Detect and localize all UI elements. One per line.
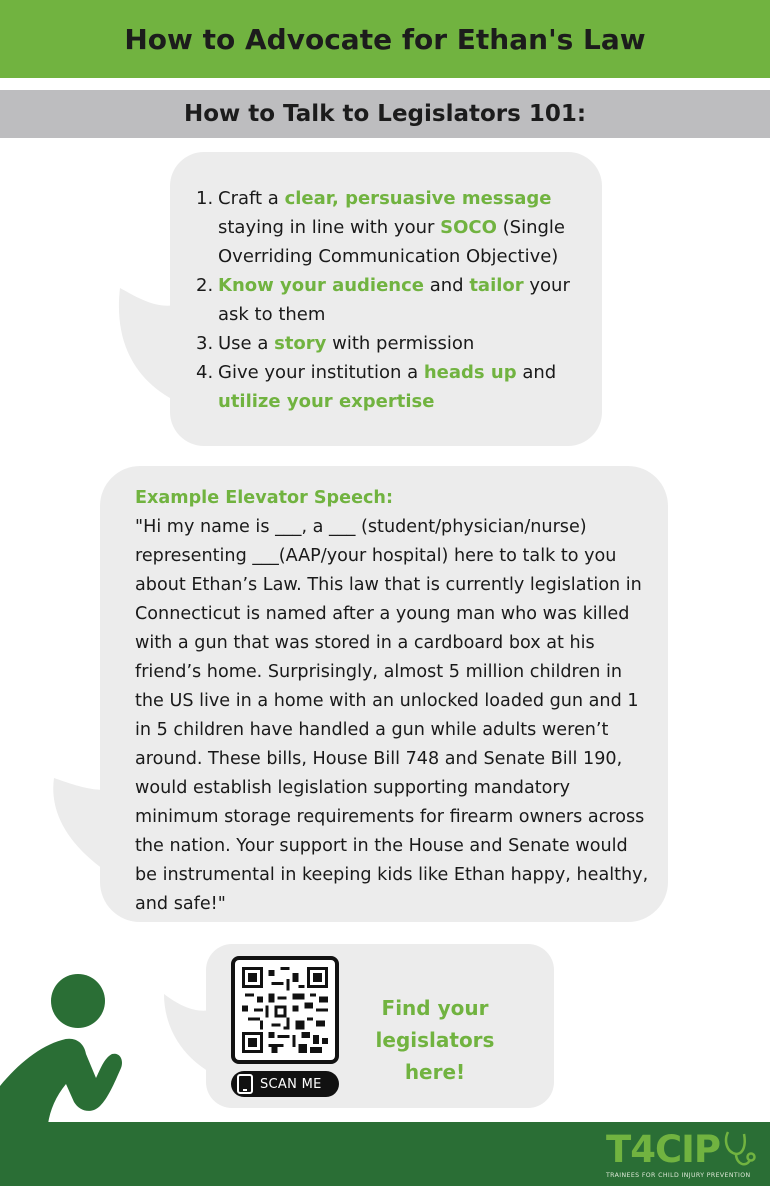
tip-highlight: tailor [469, 275, 524, 296]
tip-item [196, 358, 596, 416]
scan-me-badge [231, 1071, 339, 1097]
tip-text: Craft a [218, 188, 285, 209]
tip-number: 4. [196, 362, 214, 383]
elevator-speech [135, 484, 655, 919]
scan-me-label: SCAN ME [260, 1076, 322, 1092]
tip-number: 3. [196, 333, 214, 354]
page-title: How to Advocate for Ethan's Law [124, 22, 646, 56]
find-legislators-text: Find your legislators here! [375, 996, 495, 1084]
tip-item [196, 271, 596, 329]
tip-text: with permission [326, 333, 475, 354]
speech-heading: Example Elevator Speech: [135, 488, 393, 508]
footer-bar [0, 1122, 770, 1186]
t4cip-logo [606, 1128, 756, 1182]
logo-text: T4CIP [606, 1128, 721, 1171]
tip-item [196, 184, 596, 271]
tip-text: (Single Overriding Communication Objective) [218, 217, 565, 267]
tip-text: and [516, 362, 557, 383]
tips-list [196, 184, 596, 416]
speech-text: "Hi my name is ___, a ___ (student/physician/nurse) representing ___(AAP/your hospital) here to talk to you about Ethan’s Law. This law that is currently legislation in Connecticut is named after a young man who was killed with a gun that was stored in a cardboard box at his friend’s home. Surprisingly, almost 5 million children in the US live in a home with an unlocked loaded gun and 1 in 5 children have handled a gun while adults weren’t around. These bills, House Bill 748 and Senate Bill 190, would establish legislation supporting mandatory minimum storage requirements for firearm owners across the nation. Your support in the House and Senate would be instrumental in keeping kids like Ethan happy, healthy, and safe!" [135, 517, 649, 914]
qr-code[interactable] [231, 956, 339, 1064]
phone-icon [237, 1074, 253, 1094]
tip-highlight: clear, persuasive message [284, 188, 552, 209]
section-title: How to Talk to Legislators 101: [183, 101, 587, 127]
tip-text: your ask to them [218, 275, 570, 325]
subtitle-banner [0, 90, 770, 138]
person-figure-icon [0, 974, 122, 1124]
tip-text: Give your institution a [218, 362, 424, 383]
stethoscope-icon [724, 1130, 756, 1170]
tip-highlight: story [274, 333, 327, 354]
tip-item [196, 329, 596, 358]
tip-highlight: Know your audience [218, 275, 424, 296]
tip-highlight: heads up [423, 362, 517, 383]
tip-highlight: SOCO [440, 217, 497, 238]
qr-code-icon [242, 967, 328, 1053]
logo-tagline: TRAINEES FOR CHILD INJURY PREVENTION [606, 1172, 751, 1179]
title-banner [0, 0, 770, 78]
tip-highlight: utilize your expertise [218, 391, 435, 412]
tip-number: 1. [196, 188, 214, 209]
tip-text: and [424, 275, 470, 296]
tip-number: 2. [196, 275, 214, 296]
tip-text: Use a [218, 333, 275, 354]
tip-text: staying in line with your [218, 217, 441, 238]
